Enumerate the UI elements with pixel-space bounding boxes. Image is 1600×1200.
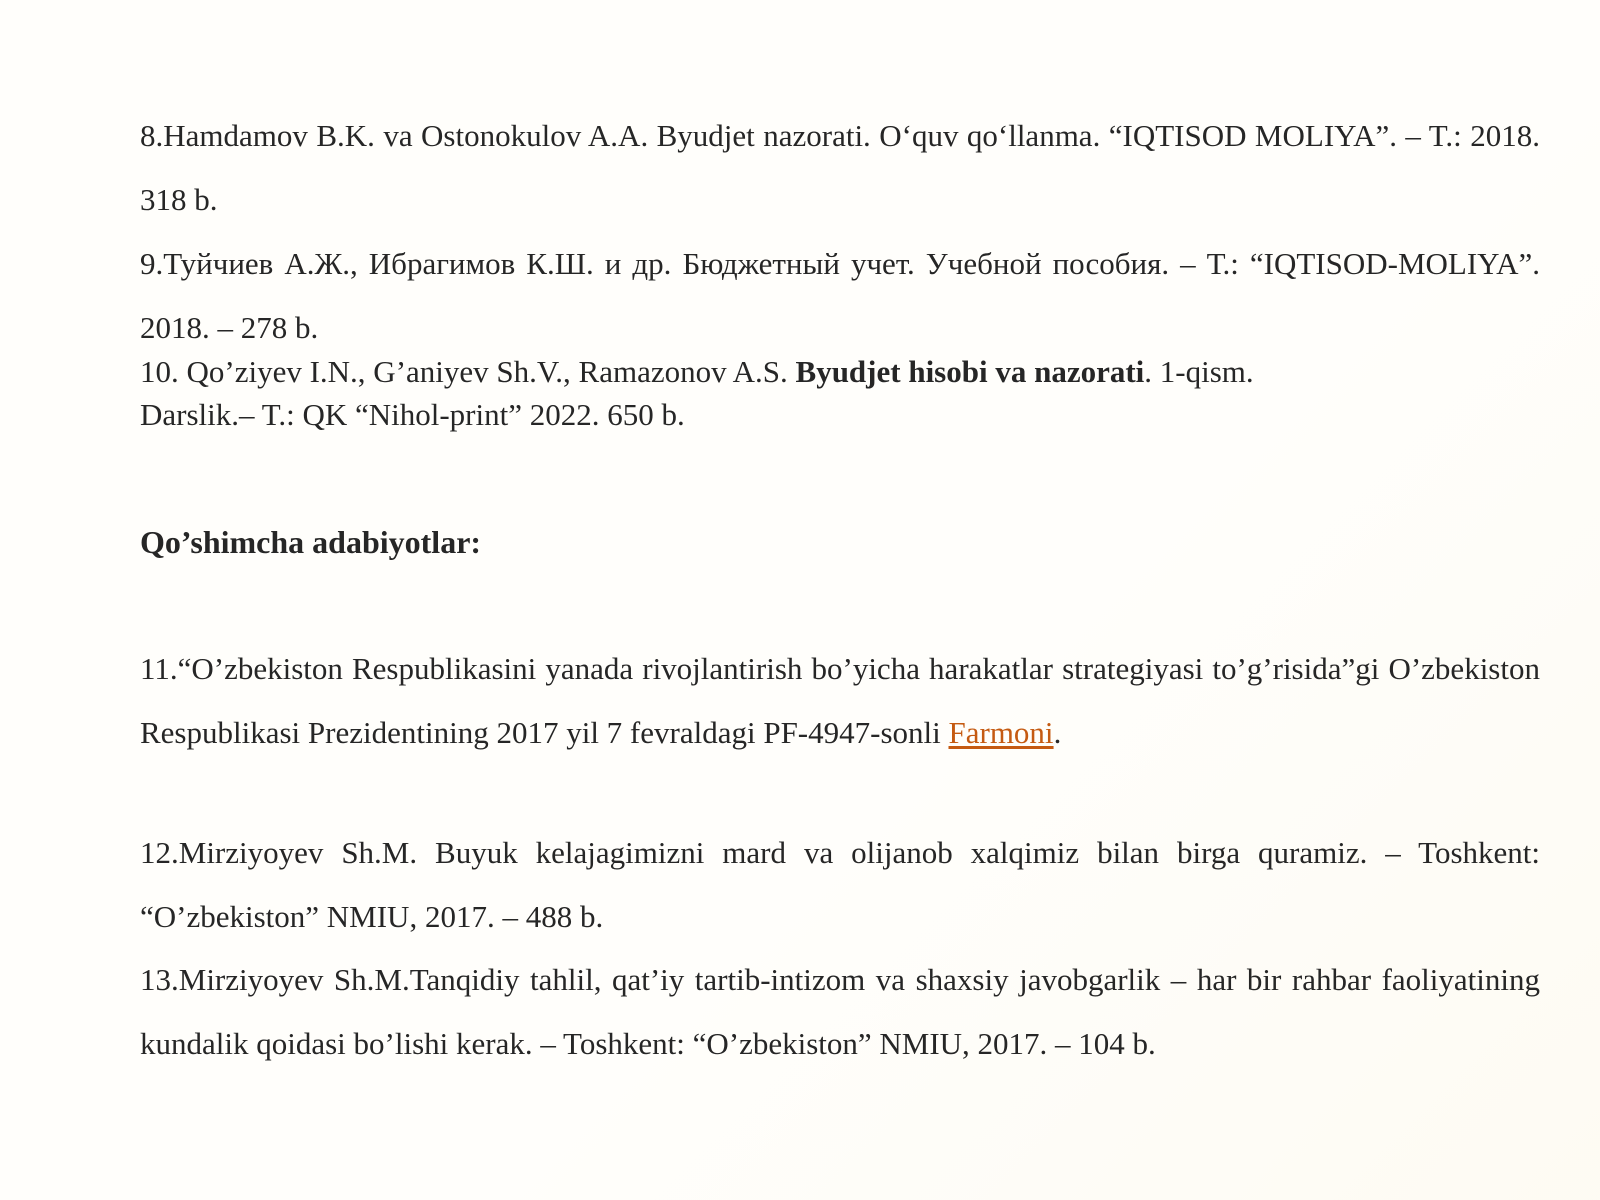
reference-entry-10-publisher: Darslik.– T.: QK “Nihol-print” 2022. 650 b. bbox=[140, 397, 685, 432]
farmoni-link[interactable]: Farmoni bbox=[948, 715, 1054, 750]
reference-entry-11-text: 11.“O’zbekiston Respublikasini yanada rivojlantirish bo’yicha harakatlar strategiyasi to’g’risida”gi O’zbekiston Respublikasi Prezidentining 2017 yil 7 fevraldagi PF-4947-sonli bbox=[140, 651, 1540, 750]
reference-entry-10-part: . 1-qism. bbox=[1144, 354, 1254, 389]
reference-entry-10-title: Byudjet hisobi va nazorati bbox=[795, 354, 1145, 389]
reference-entry-11-end: . bbox=[1053, 715, 1062, 750]
reference-entry-12: 12.Mirziyoyev Sh.M. Buyuk kelajagimizni mard va olijanob xalqimiz bilan birga quramiz. – Toshkent: “O’zbekiston” NMIU, 2017. – 488 b. bbox=[140, 835, 1540, 934]
additional-literature-heading: Qo’shimcha adabiyotlar: bbox=[140, 524, 482, 560]
reference-entry-10-authors: 10. Qo’ziyev I.N., G’aniyev Sh.V., Ramazonov A.S. bbox=[140, 354, 796, 389]
reference-entry-10 bbox=[140, 350, 1540, 436]
reference-entry-13: 13.Mirziyoyev Sh.M.Tanqidiy tahlil, qat’iy tartib-intizom va shaxsiy javobgarlik – har bir rahbar faoliyatining kundalik qoidasi bo’lishi kerak. – Toshkent: “O’zbekiston” NMIU, 2017. – 104 b. bbox=[140, 962, 1540, 1061]
reference-entry-9: 9.Туйчиев А.Ж., Ибрагимов К.Ш. и др. Бюджетный учет. Учебной пособия. – Т.: “IQTISOD-MOLIYA”. 2018. – 278 b. bbox=[140, 246, 1540, 345]
reference-entry-11 bbox=[140, 637, 1540, 765]
reference-entry-8: 8.Hamdamov B.K. va Ostonokulov A.A. Byudjet nazorati. O‘quv qo‘llanma. “IQTISOD MOLIYA”. – T.: 2018. 318 b. bbox=[140, 118, 1540, 217]
